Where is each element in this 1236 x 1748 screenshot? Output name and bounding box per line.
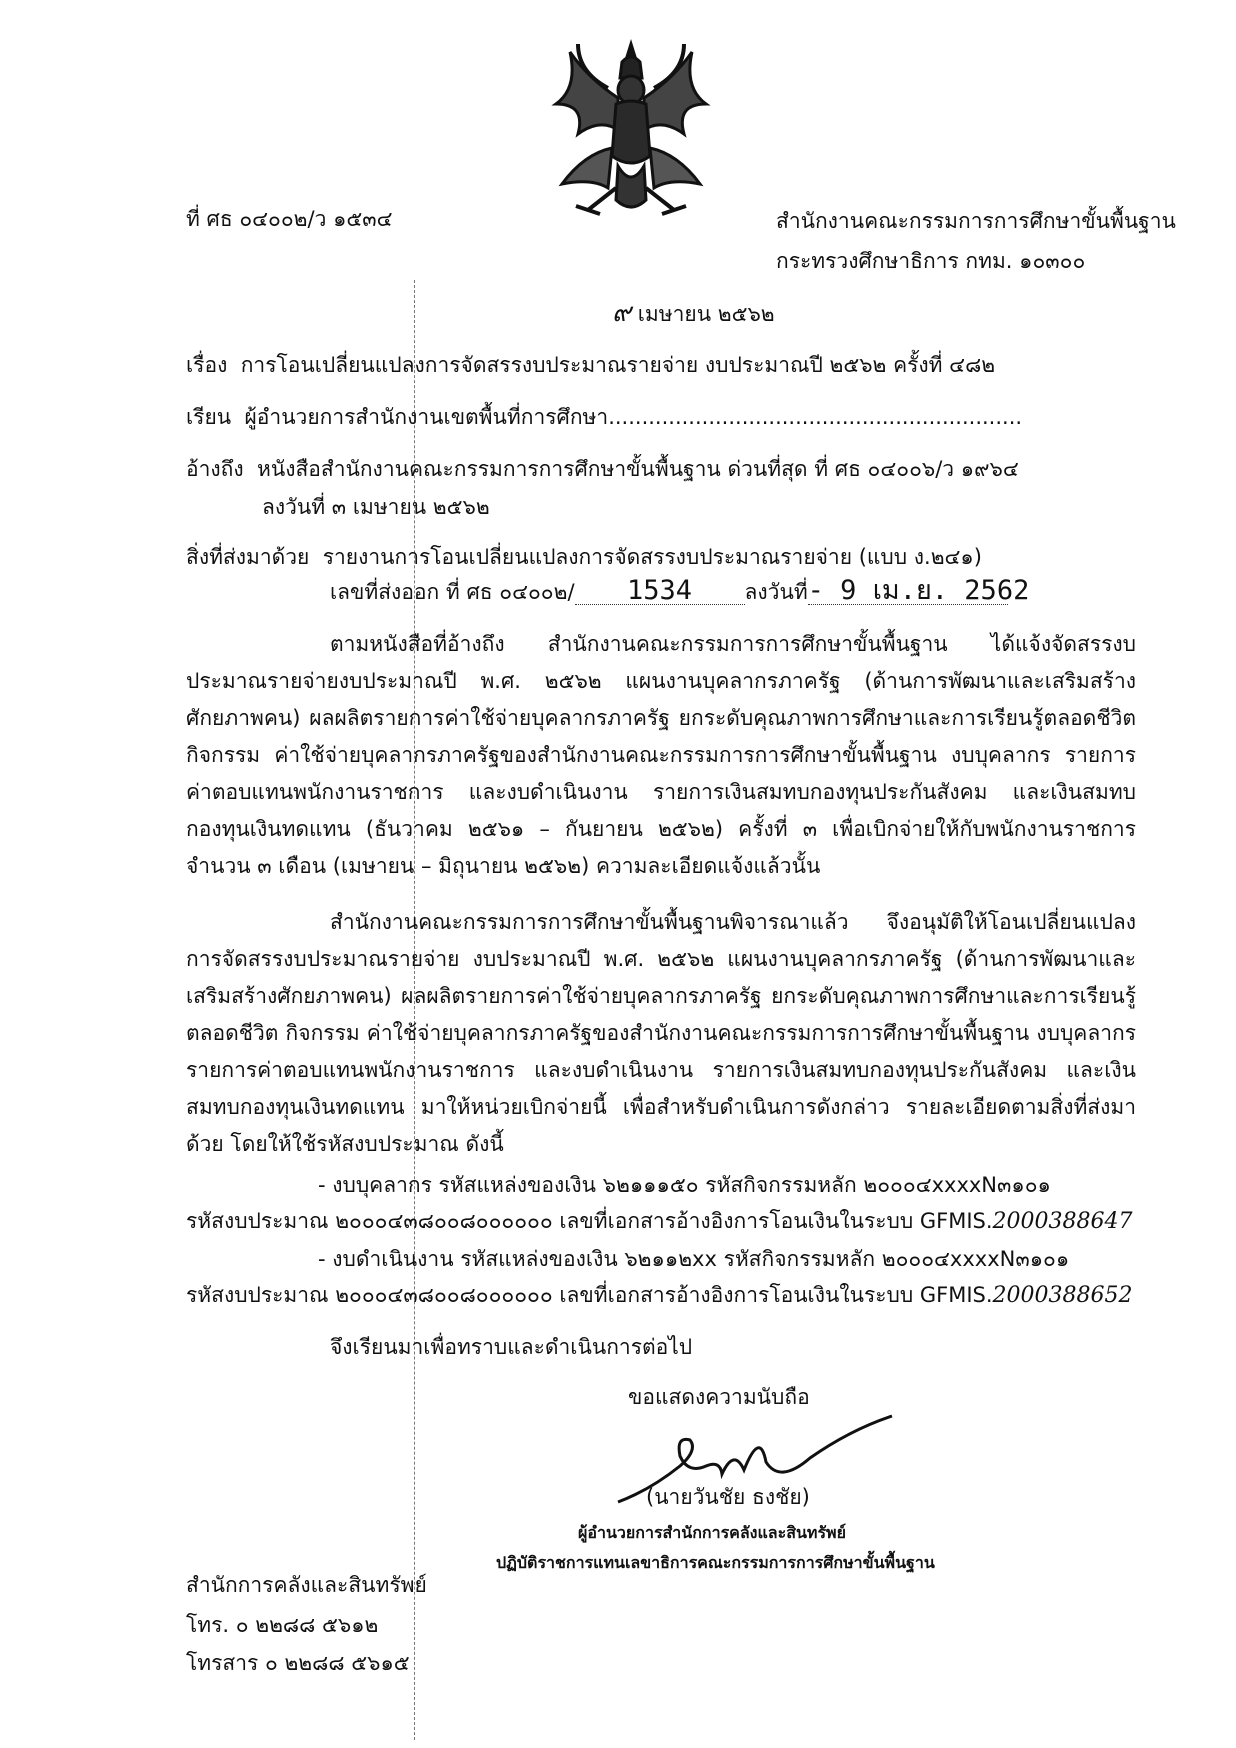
- stamped-number: 1534: [575, 578, 745, 605]
- letter-date: ๙ เมษายน ๒๕๖๒: [612, 298, 775, 328]
- office-name: สำนักงานคณะกรรมการการศึกษาขั้นพื้นฐาน: [776, 209, 1176, 233]
- budget-item-2: - งบดำเนินงาน รหัสแหล่งของเงิน ๖๒๑๑๒xx รหัสกิจกรรมหลัก ๒๐๐๐๔xxxxN๓๑๐๑: [318, 1247, 1070, 1271]
- budget-item-1-code: รหัสงบประมาณ ๒๐๐๐๔๓๘๐๐๘๐๐๐๐๐๐ เลขที่เอกสารอ้างอิงการโอนเงินในระบบ GFMIS.2000388647: [186, 1209, 1133, 1234]
- stamped-date: - 9 เม.ย. 2562: [807, 575, 1030, 606]
- recipient-line: เรียน ผู้อำนวยการสำนักงานเขตพื้นที่การศึกษา..............................................................: [186, 405, 1023, 429]
- garuda-emblem: [548, 38, 714, 218]
- subject-line: เรื่อง การโอนเปลี่ยนแปลงการจัดสรรงบประมาณรายจ่าย งบประมาณปี ๒๕๖๒ ครั้งที่ ๔๘๒: [186, 353, 996, 377]
- closing-line: จึงเรียนมาเพื่อทราบและดำเนินการต่อไป: [330, 1335, 693, 1359]
- signatory-name: (นายวันชัย ธงชัย): [646, 1485, 810, 1509]
- regards: ขอแสดงความนับถือ: [628, 1385, 810, 1409]
- body-paragraph-1: ตามหนังสือที่อ้างถึง สำนักงานคณะกรรมการการศึกษาขั้นพื้นฐาน ได้แจ้งจัดสรรงบประมาณรายจ่ายงบประมาณปี พ.ศ. ๒๕๖๒ แผนงานบุคลากรภาครัฐ (ด้านการพัฒนาและเสริมสร้างศักยภาพคน) ผลผลิตรายการค่าใช้จ่ายบุคลากรภาครัฐ ยกระดับคุณภาพการศึกษาและการเรียนรู้ตลอดชีวิต กิจกรรม ค่าใช้จ่ายบุคลากรภาครัฐของสำนักงานคณะกรรมการการศึกษาขั้นพื้นฐาน งบบุคลากร รายการค่าตอบแทนพนักงานราชการ และงบดำเนินงาน รายการเงินสมทบกองทุนประกันสังคม และเงินสมทบกองทุนเงินทดแทน (ธันวาคม ๒๕๖๑ – กันยายน ๒๕๖๒) ครั้งที่ ๓ เพื่อเบิกจ่ายให้กับพนักงานราชการ จำนวน ๓ เดือน (เมษายน – มิถุนายน ๒๕๖๒) ความละเอียดแจ้งแล้วนั้น: [186, 632, 1136, 878]
- gfmis-doc-1: 2000388647: [992, 1209, 1133, 1234]
- footer-fax: โทรสาร ๐ ๒๒๘๘ ๕๖๑๕: [186, 1651, 410, 1675]
- gfmis-doc-2: 2000388652: [992, 1283, 1133, 1308]
- office-address: กระทรวงศึกษาธิการ กทม. ๑๐๓๐๐: [776, 249, 1086, 273]
- enclosure-line: สิ่งที่ส่งมาด้วย รายงานการโอนเปลี่ยนแปลงการจัดสรรงบประมาณรายจ่าย (แบบ ง.๒๔๑): [186, 545, 982, 569]
- enclosure-outgoing-number: เลขที่ส่งออก ที่ ศธ ๐๔๐๐๒/ 1534 ลงวันที่- 9 เม.ย. 2562: [330, 575, 1030, 606]
- reference-number: ที่ ศธ ๐๔๐๐๒/ว ๑๕๓๔: [186, 207, 393, 231]
- signatory-title: ผู้อำนวยการสำนักการคลังและสินทรัพย์: [578, 1523, 846, 1542]
- body-paragraph-2: สำนักงานคณะกรรมการการศึกษาขั้นพื้นฐานพิจารณาแล้ว จึงอนุมัติให้โอนเปลี่ยนแปลงการจัดสรรงบประมาณรายจ่าย งบประมาณปี พ.ศ. ๒๕๖๒ แผนงานบุคลากรภาครัฐ (ด้านการพัฒนาและเสริมสร้างศักยภาพคน) ผลผลิตรายการค่าใช้จ่ายบุคลากรภาครัฐ ยกระดับคุณภาพการศึกษาและการเรียนรู้ตลอดชีวิต กิจกรรม ค่าใช้จ่ายบุคลากรภาครัฐของสำนักงานคณะกรรมการการศึกษาขั้นพื้นฐาน งบบุคลากร รายการค่าตอบแทนพนักงานราชการ และงบดำเนินงาน รายการเงินสมทบกองทุนประกันสังคม และเงินสมทบกองทุนเงินทดแทน มาให้หน่วยเบิกจ่ายนี้ เพื่อสำหรับดำเนินการดังกล่าว รายละเอียดตามสิ่งที่ส่งมาด้วย โดยให้ใช้รหัสงบประมาณ ดังนี้: [186, 910, 1136, 1156]
- budget-item-1: - งบบุคลากร รหัสแหล่งของเงิน ๖๒๑๑๑๕๐ รหัสกิจกรรมหลัก ๒๐๐๐๔xxxxN๓๑๐๑: [318, 1173, 1051, 1197]
- footer-phone: โทร. ๐ ๒๒๘๘ ๕๖๑๒: [186, 1613, 379, 1637]
- budget-item-2-code: รหัสงบประมาณ ๒๐๐๐๔๓๘๐๐๘๐๐๐๐๐๐ เลขที่เอกสารอ้างอิงการโอนเงินในระบบ GFMIS.2000388652: [186, 1283, 1133, 1308]
- footer-unit: สำนักการคลังและสินทรัพย์: [186, 1573, 427, 1597]
- reference-date: ลงวันที่ ๓ เมษายน ๒๕๖๒: [262, 495, 490, 519]
- reference-line: อ้างถึง หนังสือสำนักงานคณะกรรมการการศึกษาขั้นพื้นฐาน ด่วนที่สุด ที่ ศธ ๐๔๐๐๖/ว ๑๙๖๔: [186, 457, 1019, 481]
- signatory-acting-title: ปฏิบัติราชการแทนเลขาธิการคณะกรรมการการศึกษาขั้นพื้นฐาน: [496, 1553, 935, 1572]
